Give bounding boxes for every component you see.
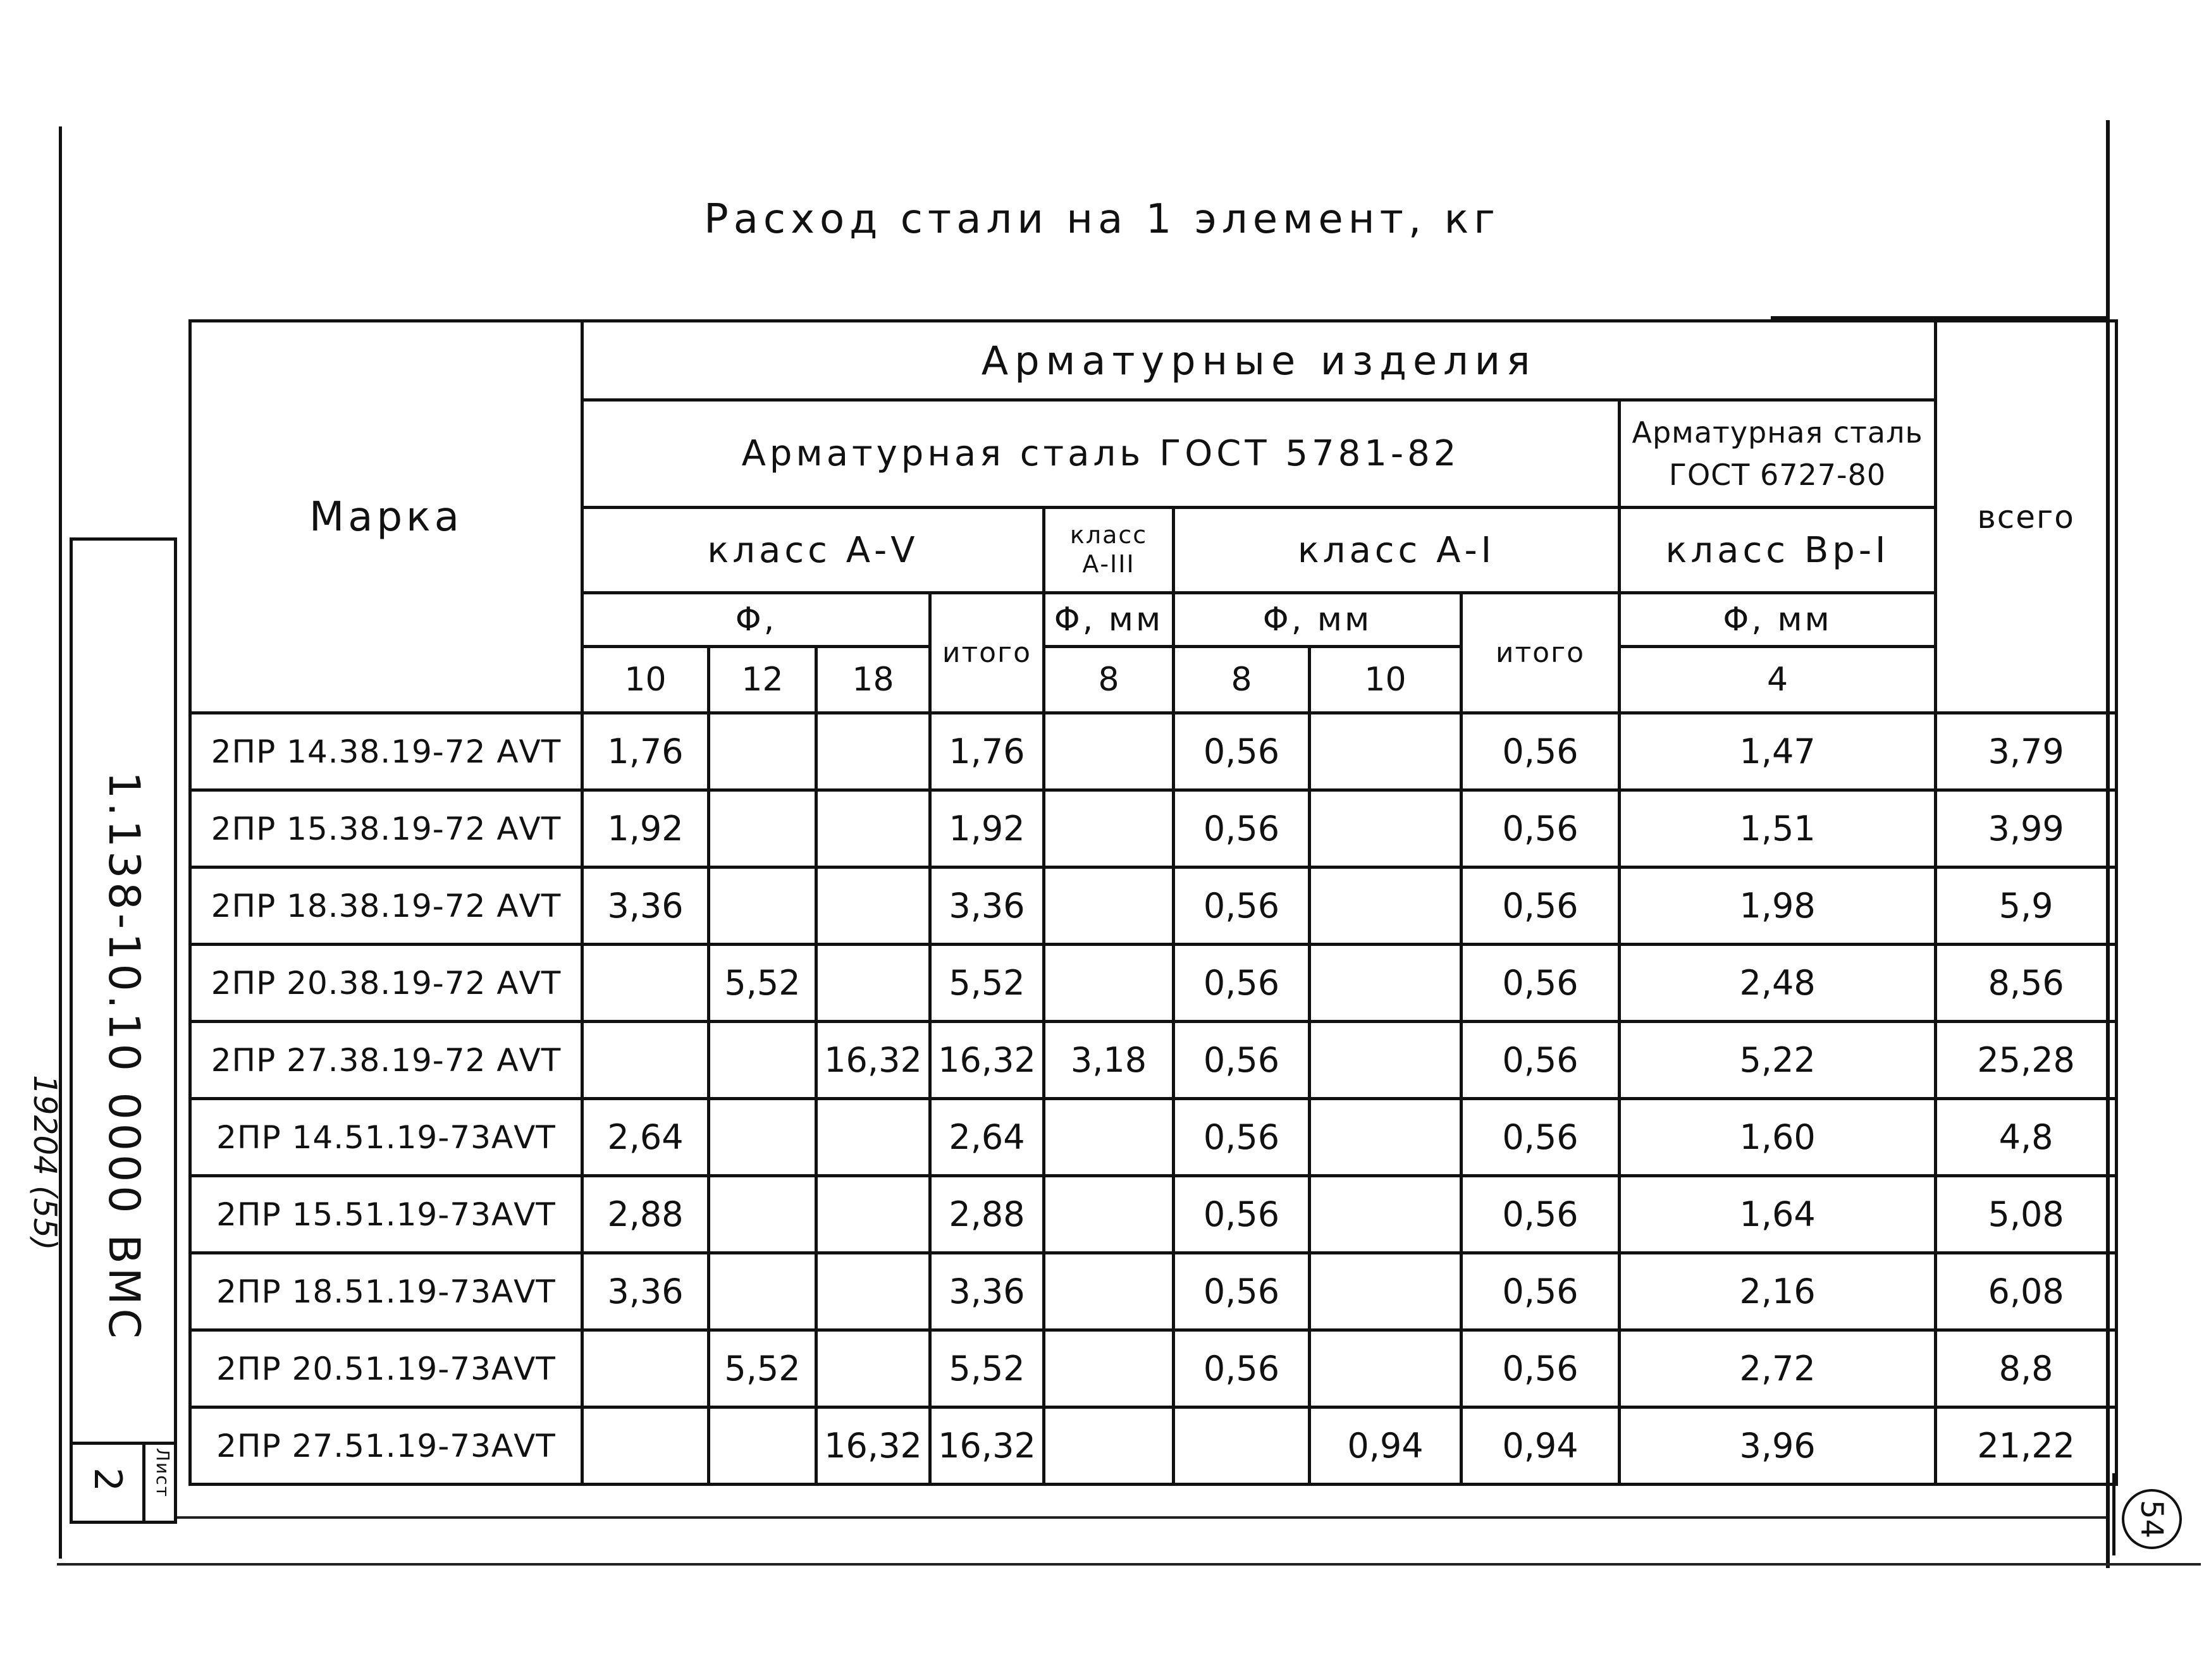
cell-mark: 2ПР 14.38.19-72 АVТ [190, 713, 582, 790]
cell-a5-total: 16,32 [930, 1022, 1044, 1099]
table-row [190, 790, 2117, 868]
cell-mark: 2ПР 14.51.19-73АVТ [190, 1099, 582, 1176]
table-row [190, 868, 2117, 945]
cell-bp1-4: 1,60 [1620, 1099, 1936, 1176]
cell-a1-total: 0,56 [1462, 1099, 1620, 1176]
table-row [190, 1407, 2117, 1485]
cell-a5-10 [582, 1330, 709, 1407]
cell-a5-12 [709, 713, 816, 790]
cell-a1-8: 0,56 [1174, 790, 1310, 868]
frame-inner-bottom-border [177, 1516, 2106, 1519]
header-phi-mm-bp-i: Φ, мм [1620, 593, 1936, 647]
cell-total: 3,79 [1936, 713, 2117, 790]
table-row [190, 1022, 2117, 1099]
cell-total: 5,08 [1936, 1176, 2117, 1253]
cell-a5-total: 3,36 [930, 868, 1044, 945]
cell-a5-total: 16,32 [930, 1407, 1044, 1485]
cell-a5-total: 1,76 [930, 713, 1044, 790]
header-marka: Марка [190, 321, 582, 713]
cell-a5-18 [816, 1330, 930, 1407]
cell-total: 21,22 [1936, 1407, 2117, 1485]
cell-bp1-4: 2,72 [1620, 1330, 1936, 1407]
header-diameter-10-a-i: 10 [1310, 647, 1462, 713]
cell-total: 5,9 [1936, 868, 2117, 945]
cell-a5-12 [709, 1253, 816, 1330]
cell-a1-8: 0,56 [1174, 1253, 1310, 1330]
cell-a5-total: 2,88 [930, 1176, 1044, 1253]
cell-a1-total: 0,56 [1462, 713, 1620, 790]
cell-bp1-4: 3,96 [1620, 1407, 1936, 1485]
cell-a1-10 [1310, 713, 1462, 790]
title-block-divider [70, 1442, 177, 1445]
cell-total: 8,56 [1936, 945, 2117, 1022]
cell-a1-total: 0,56 [1462, 945, 1620, 1022]
frame-bottom-border [57, 1563, 2201, 1566]
cell-a3-8: 3,18 [1044, 1022, 1174, 1099]
header-itogo-a-i: итого [1462, 593, 1620, 713]
header-class-a-v: класс А-V [582, 508, 1044, 593]
cell-a1-10 [1310, 1253, 1462, 1330]
cell-a5-18 [816, 1176, 930, 1253]
cell-a1-8: 0,56 [1174, 1099, 1310, 1176]
cell-mark: 2ПР 18.51.19-73АVТ [190, 1253, 582, 1330]
cell-a1-8: 0,56 [1174, 713, 1310, 790]
cell-a5-18 [816, 1253, 930, 1330]
cell-a1-10: 0,94 [1310, 1407, 1462, 1485]
cell-a1-8 [1174, 1407, 1310, 1485]
cell-a5-10: 3,36 [582, 1253, 709, 1330]
cell-bp1-4: 1,64 [1620, 1176, 1936, 1253]
cell-a5-12 [709, 868, 816, 945]
cell-mark: 2ПР 15.38.19-72 АVТ [190, 790, 582, 868]
header-diameter-18: 18 [816, 647, 930, 713]
archive-number: 19204 (55) [27, 1075, 63, 1251]
cell-mark: 2ПР 15.51.19-73АVТ [190, 1176, 582, 1253]
cell-a1-10 [1310, 945, 1462, 1022]
table-row [190, 945, 2117, 1022]
header-steel-gost-6727-line2: ГОСТ 6727-80 [1668, 457, 1887, 492]
table-row [190, 713, 2117, 790]
cell-bp1-4: 2,48 [1620, 945, 1936, 1022]
page-title: Расход стали на 1 элемент, кг [704, 196, 1500, 243]
cell-a1-10 [1310, 1099, 1462, 1176]
sheet-number: 2 [85, 1467, 130, 1492]
cell-a1-10 [1310, 868, 1462, 945]
cell-a5-10: 2,64 [582, 1099, 709, 1176]
cell-a5-12: 5,52 [709, 945, 816, 1022]
header-diameter-10: 10 [582, 647, 709, 713]
cell-total: 4,8 [1936, 1099, 2117, 1176]
cell-mark: 2ПР 27.38.19-72 АVТ [190, 1022, 582, 1099]
header-diameter-8-a-i: 8 [1174, 647, 1310, 713]
cell-a1-total: 0,94 [1462, 1407, 1620, 1485]
table-row [190, 1253, 2117, 1330]
cell-bp1-4: 1,47 [1620, 713, 1936, 790]
cell-a1-8: 0,56 [1174, 1176, 1310, 1253]
cell-mark: 2ПР 20.51.19-73АVТ [190, 1330, 582, 1407]
page-number: 54 [2122, 1489, 2182, 1549]
header-steel-gost-6727-line1: Арматурная сталь [1632, 415, 1923, 450]
cell-a5-12 [709, 1176, 816, 1253]
cell-a5-12: 5,52 [709, 1330, 816, 1407]
cell-a5-10 [582, 1407, 709, 1485]
cell-bp1-4: 2,16 [1620, 1253, 1936, 1330]
cell-a1-8: 0,56 [1174, 945, 1310, 1022]
cell-a5-12 [709, 790, 816, 868]
cell-a5-18: 16,32 [816, 1022, 930, 1099]
cell-a5-total: 1,92 [930, 790, 1044, 868]
cell-bp1-4: 1,98 [1620, 868, 1936, 945]
header-diameter-12: 12 [709, 647, 816, 713]
cell-a1-total: 0,56 [1462, 1176, 1620, 1253]
cell-a5-10: 3,36 [582, 868, 709, 945]
cell-a1-total: 0,56 [1462, 790, 1620, 868]
header-phi-mm-a-i: Φ, мм [1174, 593, 1462, 647]
cell-bp1-4: 5,22 [1620, 1022, 1936, 1099]
header-class-a-iii-line2: А-III [1082, 550, 1135, 578]
cell-mark: 2ПР 27.51.19-73АVТ [190, 1407, 582, 1485]
cell-a5-12 [709, 1022, 816, 1099]
cell-a5-10 [582, 1022, 709, 1099]
cell-a1-total: 0,56 [1462, 1253, 1620, 1330]
frame-left-border [59, 126, 62, 1559]
cell-a1-total: 0,56 [1462, 868, 1620, 945]
header-class-a-iii [1044, 508, 1174, 593]
cell-a3-8 [1044, 790, 1174, 868]
header-total: всего [1936, 321, 2117, 713]
cell-a1-10 [1310, 1022, 1462, 1099]
cell-a3-8 [1044, 1330, 1174, 1407]
cell-a3-8 [1044, 1099, 1174, 1176]
table-row [190, 1330, 2117, 1407]
document-code: 1.138-10.10 0000 ВМС [99, 771, 149, 1342]
cell-a1-8: 0,56 [1174, 1330, 1310, 1407]
cell-a3-8 [1044, 1176, 1174, 1253]
header-reinforcement-products: Арматурные изделия [582, 321, 1936, 400]
cell-a5-12 [709, 1099, 816, 1176]
cell-a5-10: 2,88 [582, 1176, 709, 1253]
cell-a3-8 [1044, 945, 1174, 1022]
cell-a5-12 [709, 1407, 816, 1485]
cell-a1-10 [1310, 790, 1462, 868]
cell-a3-8 [1044, 713, 1174, 790]
cell-a5-18 [816, 868, 930, 945]
steel-consumption-table [188, 319, 2118, 1486]
cell-total: 6,08 [1936, 1253, 2117, 1330]
header-steel-gost-5781: Арматурная сталь ГОСТ 5781-82 [582, 400, 1620, 508]
cell-mark: 2ПР 18.38.19-72 АVТ [190, 868, 582, 945]
header-class-bp-i: класс Вр-I [1620, 508, 1936, 593]
cell-a5-18 [816, 1099, 930, 1176]
cell-a5-18 [816, 945, 930, 1022]
cell-mark: 2ПР 20.38.19-72 АVТ [190, 945, 582, 1022]
cell-a5-10 [582, 945, 709, 1022]
cell-a1-8: 0,56 [1174, 868, 1310, 945]
cell-a5-10: 1,76 [582, 713, 709, 790]
header-class-a-i: класс А-I [1174, 508, 1620, 593]
cell-a1-10 [1310, 1176, 1462, 1253]
cell-total: 8,8 [1936, 1330, 2117, 1407]
cell-a5-18 [816, 713, 930, 790]
cell-a5-10: 1,92 [582, 790, 709, 868]
header-itogo-a-v: итого [930, 593, 1044, 713]
header-diameter-8-a-iii: 8 [1044, 647, 1174, 713]
table-row [190, 1176, 2117, 1253]
header-class-a-iii-line1: класс [1069, 521, 1148, 549]
cell-a5-total: 3,36 [930, 1253, 1044, 1330]
cell-a3-8 [1044, 868, 1174, 945]
cell-a3-8 [1044, 1253, 1174, 1330]
header-phi-a-v: Φ, [582, 593, 930, 647]
sheet-label: Лист [152, 1448, 173, 1498]
table-row [190, 1099, 2117, 1176]
cell-a5-total: 5,52 [930, 1330, 1044, 1407]
header-diameter-4-bp-i: 4 [1620, 647, 1936, 713]
cell-a1-total: 0,56 [1462, 1330, 1620, 1407]
cell-a3-8 [1044, 1407, 1174, 1485]
table-body [190, 713, 2117, 1485]
header-steel-gost-6727 [1620, 400, 1936, 508]
cell-a5-total: 2,64 [930, 1099, 1044, 1176]
cell-total: 3,99 [1936, 790, 2117, 868]
cell-a5-18 [816, 790, 930, 868]
header-phi-mm-a-iii: Φ, мм [1044, 593, 1174, 647]
cell-a1-10 [1310, 1330, 1462, 1407]
cell-a1-total: 0,56 [1462, 1022, 1620, 1099]
cell-total: 25,28 [1936, 1022, 2117, 1099]
cell-a5-18: 16,32 [816, 1407, 930, 1485]
cell-a1-8: 0,56 [1174, 1022, 1310, 1099]
cell-bp1-4: 1,51 [1620, 790, 1936, 868]
cell-a5-total: 5,52 [930, 945, 1044, 1022]
